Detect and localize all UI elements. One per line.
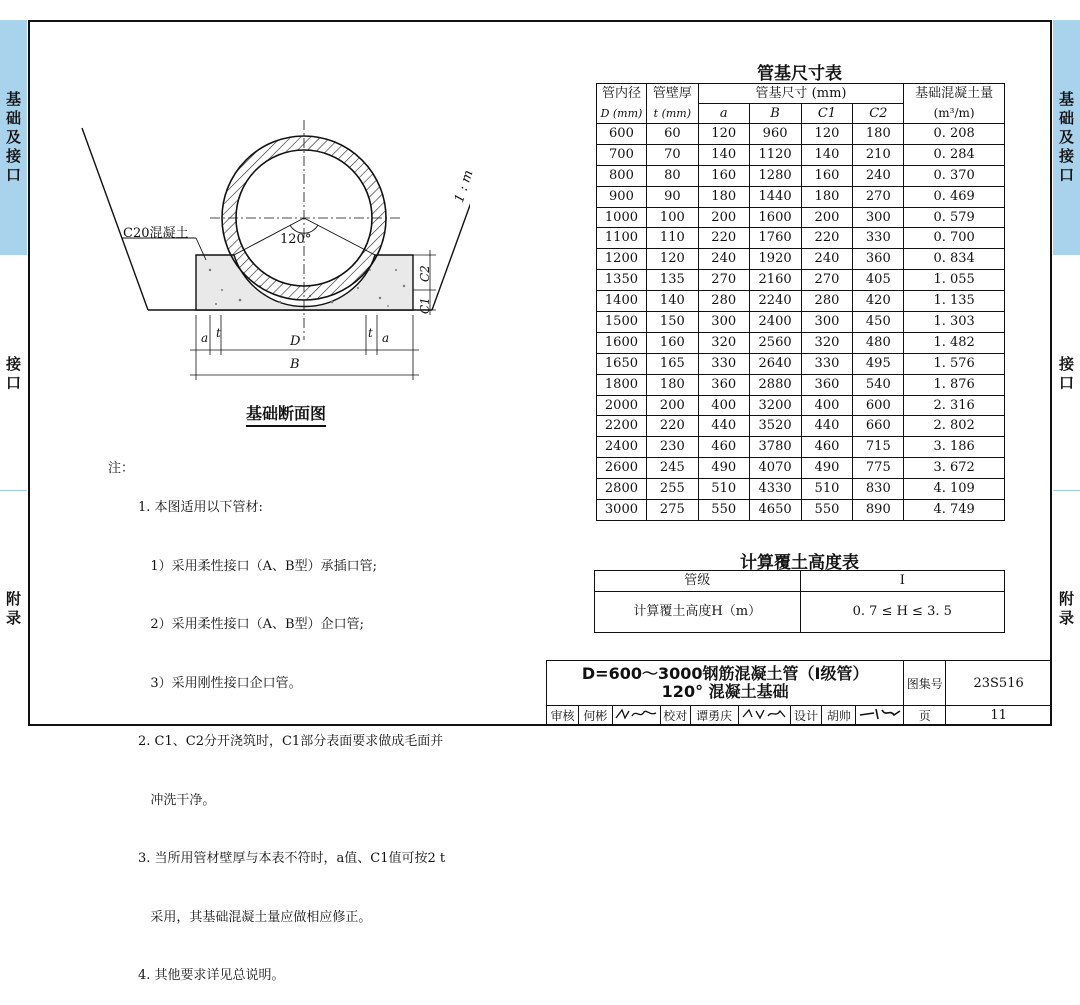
table-row — [597, 395, 1005, 416]
drawing-caption: 基础断面图 — [246, 401, 326, 427]
table-cell: 280 — [801, 291, 853, 312]
table-cell: 200 — [646, 395, 698, 416]
table-cell: 330 — [698, 353, 749, 374]
review-name: 何彬 — [578, 706, 612, 725]
table-cell: 120 — [801, 124, 853, 145]
table-cell: 230 — [646, 437, 698, 458]
atlas-number: 23S516 — [946, 661, 1052, 706]
side-char: 基 — [5, 90, 21, 108]
table-cell: 490 — [801, 458, 853, 479]
header-wall: 管壁厚 — [646, 84, 698, 104]
atlas-label: 图集号 — [904, 661, 946, 706]
header-volume-unit: (m³/m) — [904, 104, 1005, 124]
table-cell: 4650 — [749, 500, 801, 521]
table-cell: 400 — [801, 395, 853, 416]
foundation-section-drawing — [70, 110, 470, 390]
side-char: 接 — [5, 355, 21, 373]
table-cell: 0. 834 — [904, 249, 1005, 270]
table-cell: 140 — [801, 144, 853, 165]
table-cell: 1. 876 — [904, 374, 1005, 395]
table-cell: 550 — [698, 500, 749, 521]
table-cell: 1760 — [749, 228, 801, 249]
table-cell: 360 — [801, 374, 853, 395]
table-row — [597, 312, 1005, 333]
table-cell: 1100 — [597, 228, 647, 249]
page-label: 页 — [904, 706, 946, 725]
table-cell: 0. 370 — [904, 165, 1005, 186]
table-cell: 300 — [853, 207, 904, 228]
notes-head: 注： — [108, 461, 135, 476]
table-cell: 70 — [646, 144, 698, 165]
table-cell: 1. 303 — [904, 312, 1005, 333]
table-cell: 300 — [698, 312, 749, 333]
table-cell: 3000 — [597, 500, 647, 521]
table-cell: 660 — [853, 416, 904, 437]
side-char: 录 — [1058, 609, 1074, 627]
table-cell: 110 — [646, 228, 698, 249]
table-row — [597, 270, 1005, 291]
table-row — [597, 249, 1005, 270]
table-cell: 510 — [698, 479, 749, 500]
table-cell: 280 — [698, 291, 749, 312]
table-row — [597, 165, 1005, 186]
table-cell: 0. 208 — [904, 124, 1005, 145]
design-signature — [856, 706, 904, 725]
header-c1: C1 — [801, 104, 853, 124]
drawing-title-line2: 120° 混凝土基础 — [661, 682, 789, 701]
table-cell: 510 — [801, 479, 853, 500]
side-char: 基 — [1058, 90, 1074, 108]
table-cell: 200 — [801, 207, 853, 228]
table-cell: 240 — [853, 165, 904, 186]
review-signature — [612, 706, 660, 725]
table-cell: 255 — [646, 479, 698, 500]
side-char: 础 — [1058, 109, 1074, 127]
trench-right-wall — [432, 128, 470, 310]
table-cell: 3200 — [749, 395, 801, 416]
side-char: 及 — [5, 128, 21, 146]
note-line: 采用，其基础混凝土量应做相应修正。 — [138, 909, 372, 925]
table-cell: 2200 — [597, 416, 647, 437]
table-cell: 270 — [801, 270, 853, 291]
dim-label-d: D — [290, 334, 301, 349]
side-tab-left-foundation[interactable] — [0, 20, 27, 255]
table-cell: 275 — [646, 500, 698, 521]
table-cell: 2160 — [749, 270, 801, 291]
cover-table — [594, 570, 1005, 633]
cover-grade: I — [800, 571, 1004, 592]
table-cell: 320 — [698, 332, 749, 353]
side-char: 口 — [1058, 374, 1074, 392]
table-cell: 360 — [698, 374, 749, 395]
table-cell: 240 — [698, 249, 749, 270]
cover-height: 0. 7 ≤ H ≤ 3. 5 — [800, 592, 1004, 633]
drawing-title-line1: D=600～3000钢筋混凝土管（I级管） — [581, 664, 869, 683]
page-number: 11 — [946, 706, 1052, 725]
table-cell: 270 — [853, 186, 904, 207]
table-cell: 600 — [597, 124, 647, 145]
dim-label-t-left: t — [216, 326, 221, 340]
table-cell: 160 — [801, 165, 853, 186]
size-table — [596, 83, 1005, 521]
table-cell: 2000 — [597, 395, 647, 416]
table-cell: 1. 055 — [904, 270, 1005, 291]
dim-label-c2: C2 — [418, 265, 432, 282]
table-cell: 440 — [801, 416, 853, 437]
table-cell: 245 — [646, 458, 698, 479]
title-block — [546, 660, 1052, 725]
table-cell: 160 — [698, 165, 749, 186]
table-cell: 450 — [853, 312, 904, 333]
side-tab-right-foundation[interactable] — [1053, 20, 1080, 255]
table-cell: 80 — [646, 165, 698, 186]
angle-label: 120° — [280, 232, 312, 247]
table-cell: 1000 — [597, 207, 647, 228]
design-label: 设计 — [790, 706, 822, 725]
header-inner-diameter-unit: D (mm) — [597, 104, 647, 124]
table-cell: 4070 — [749, 458, 801, 479]
table-cell: 4. 749 — [904, 500, 1005, 521]
table-cell: 1650 — [597, 353, 647, 374]
table-cell: 360 — [853, 249, 904, 270]
table-cell: 150 — [646, 312, 698, 333]
cover-header-height: 计算覆土高度H（m） — [595, 592, 801, 633]
table-cell: 2600 — [597, 458, 647, 479]
side-char: 及 — [1058, 128, 1074, 146]
table-row — [597, 458, 1005, 479]
table-cell: 100 — [646, 207, 698, 228]
table-cell: 1440 — [749, 186, 801, 207]
concrete-label: C20混凝土 — [123, 226, 189, 241]
table-cell: 1280 — [749, 165, 801, 186]
table-cell: 775 — [853, 458, 904, 479]
table-row — [597, 124, 1005, 145]
trench-left-wall — [82, 128, 148, 310]
table-cell: 200 — [698, 207, 749, 228]
header-volume: 基础混凝土量 — [904, 84, 1005, 104]
table-row — [597, 416, 1005, 437]
side-char: 口 — [5, 374, 21, 392]
side-tab-left-joint[interactable] — [0, 258, 27, 490]
table-cell: 960 — [749, 124, 801, 145]
table-cell: 0. 469 — [904, 186, 1005, 207]
table-row — [597, 228, 1005, 249]
table-cell: 890 — [853, 500, 904, 521]
side-tab-right-appendix[interactable] — [1053, 493, 1080, 725]
table-cell: 140 — [646, 291, 698, 312]
header-inner-diameter: 管内径 — [597, 84, 647, 104]
review-label: 审核 — [547, 706, 579, 725]
table-cell: 2880 — [749, 374, 801, 395]
table-cell: 2560 — [749, 332, 801, 353]
table-row — [597, 479, 1005, 500]
table-cell: 1120 — [749, 144, 801, 165]
table-cell: 270 — [698, 270, 749, 291]
table-cell: 135 — [646, 270, 698, 291]
table-cell: 1600 — [749, 207, 801, 228]
note-line: 3. 当所用管材壁厚与本表不符时，a值、C1值可按2 t — [138, 851, 446, 866]
side-char: 础 — [5, 109, 21, 127]
table-cell: 2640 — [749, 353, 801, 374]
header-dims: 管基尺寸 (mm) — [698, 84, 903, 104]
table-cell: 180 — [853, 124, 904, 145]
side-char: 附 — [1058, 590, 1074, 608]
side-char: 接 — [1058, 355, 1074, 373]
table-cell: 220 — [801, 228, 853, 249]
table-cell: 1. 135 — [904, 291, 1005, 312]
table-cell: 90 — [646, 186, 698, 207]
side-divider — [1053, 490, 1080, 491]
table-cell: 2. 316 — [904, 395, 1005, 416]
table-row — [597, 332, 1005, 353]
header-a: a — [698, 104, 749, 124]
table-cell: 3780 — [749, 437, 801, 458]
note-line: 3）采用刚性接口企口管。 — [138, 675, 302, 691]
dim-label-b: B — [290, 357, 300, 372]
table-cell: 330 — [853, 228, 904, 249]
side-char: 录 — [5, 609, 21, 627]
side-divider — [0, 490, 27, 491]
note-line: 1）采用柔性接口（A、B型）承插口管; — [138, 558, 377, 574]
table-row — [597, 144, 1005, 165]
table-cell: 0. 284 — [904, 144, 1005, 165]
table-cell: 460 — [801, 437, 853, 458]
table-cell: 1400 — [597, 291, 647, 312]
table-row — [597, 374, 1005, 395]
table-cell: 460 — [698, 437, 749, 458]
check-signature — [738, 706, 790, 725]
table-cell: 165 — [646, 353, 698, 374]
table-cell: 1800 — [597, 374, 647, 395]
table-cell: 180 — [698, 186, 749, 207]
table-cell: 2800 — [597, 479, 647, 500]
table-cell: 2. 802 — [904, 416, 1005, 437]
note-line: 1. 本图适用以下管材: — [138, 500, 263, 515]
table-cell: 440 — [698, 416, 749, 437]
table-row — [597, 291, 1005, 312]
table-row — [597, 207, 1005, 228]
dim-label-a-left: a — [201, 331, 209, 345]
table-cell: 1. 482 — [904, 332, 1005, 353]
table-cell: 3520 — [749, 416, 801, 437]
design-name: 胡帅 — [822, 706, 856, 725]
header-b: B — [749, 104, 801, 124]
note-line: 2）采用柔性接口（A、B型）企口管; — [138, 617, 364, 632]
side-char: 接 — [5, 147, 21, 165]
side-tab-left-appendix[interactable] — [0, 493, 27, 725]
table-cell: 540 — [853, 374, 904, 395]
table-cell: 1200 — [597, 249, 647, 270]
table-cell: 4330 — [749, 479, 801, 500]
table-cell: 3. 186 — [904, 437, 1005, 458]
table-cell: 700 — [597, 144, 647, 165]
note-line: 2. C1、C2分开浇筑时，C1部分表面要求做成毛面并 — [138, 734, 444, 749]
table-cell: 3. 672 — [904, 458, 1005, 479]
table-cell: 160 — [646, 332, 698, 353]
table-cell: 220 — [698, 228, 749, 249]
table-cell: 420 — [853, 291, 904, 312]
side-tab-right-joint[interactable] — [1053, 258, 1080, 490]
table-cell: 240 — [801, 249, 853, 270]
table-cell: 320 — [801, 332, 853, 353]
table-row — [597, 500, 1005, 521]
table-cell: 180 — [646, 374, 698, 395]
check-name: 谭勇庆 — [690, 706, 738, 725]
header-wall-unit: t (mm) — [646, 104, 698, 124]
table-cell: 210 — [853, 144, 904, 165]
note-line: 4. 其他要求详见总说明。 — [138, 968, 285, 983]
cover-header-grade: 管级 — [595, 571, 801, 592]
table-cell: 490 — [698, 458, 749, 479]
table-cell: 600 — [853, 395, 904, 416]
table-cell: 830 — [853, 479, 904, 500]
side-char: 口 — [1058, 166, 1074, 184]
table-cell: 300 — [801, 312, 853, 333]
table-row — [597, 186, 1005, 207]
table-cell: 140 — [698, 144, 749, 165]
table-cell: 180 — [801, 186, 853, 207]
side-char: 附 — [5, 590, 21, 608]
table-cell: 405 — [853, 270, 904, 291]
check-label: 校对 — [660, 706, 690, 725]
table-cell: 1600 — [597, 332, 647, 353]
note-line: 冲洗干净。 — [138, 792, 216, 808]
table-cell: 0. 700 — [904, 228, 1005, 249]
table-cell: 2400 — [749, 312, 801, 333]
table-cell: 900 — [597, 186, 647, 207]
header-c2: C2 — [853, 104, 904, 124]
table-cell: 715 — [853, 437, 904, 458]
table-cell: 495 — [853, 353, 904, 374]
table-cell: 1920 — [749, 249, 801, 270]
table-cell: 60 — [646, 124, 698, 145]
table-cell: 2240 — [749, 291, 801, 312]
dim-label-t-right: t — [368, 326, 373, 340]
table-cell: 220 — [646, 416, 698, 437]
table-row — [597, 353, 1005, 374]
table-cell: 330 — [801, 353, 853, 374]
table-cell: 120 — [698, 124, 749, 145]
cover-table-title: 计算覆土高度表 — [740, 553, 859, 573]
side-char: 接 — [1058, 147, 1074, 165]
dim-label-a-right: a — [382, 331, 390, 345]
slope-label: 1 : m — [452, 168, 477, 205]
table-cell: 480 — [853, 332, 904, 353]
table-cell: 120 — [646, 249, 698, 270]
title-block-main — [547, 661, 904, 706]
table-cell: 550 — [801, 500, 853, 521]
dim-label-c1: C1 — [418, 297, 432, 314]
table-cell: 2400 — [597, 437, 647, 458]
table-cell: 0. 579 — [904, 207, 1005, 228]
table-cell: 1350 — [597, 270, 647, 291]
table-cell: 4. 109 — [904, 479, 1005, 500]
size-table-title: 管基尺寸表 — [757, 64, 842, 84]
table-cell: 1500 — [597, 312, 647, 333]
table-cell: 1. 576 — [904, 353, 1005, 374]
notes-list — [138, 459, 445, 1005]
table-row — [597, 437, 1005, 458]
table-cell: 400 — [698, 395, 749, 416]
table-cell: 800 — [597, 165, 647, 186]
side-char: 口 — [5, 166, 21, 184]
